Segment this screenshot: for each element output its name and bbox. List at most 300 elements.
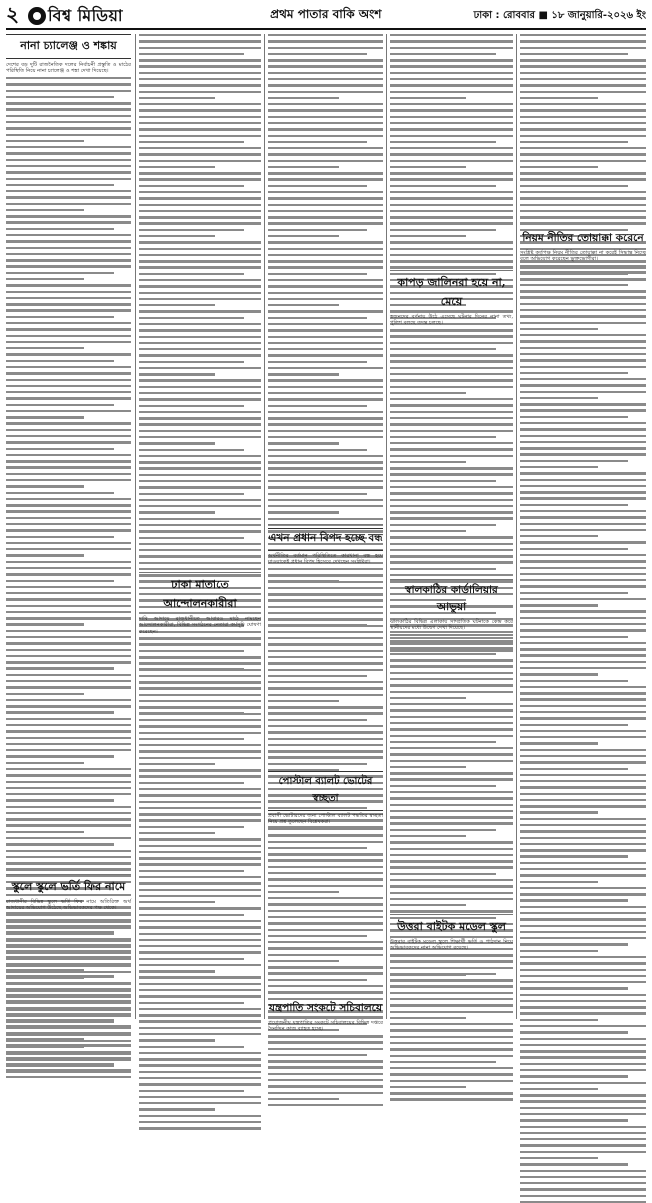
text-line: [520, 661, 646, 663]
text-line: [268, 210, 383, 212]
text-line: [139, 392, 261, 394]
text-line: [139, 832, 215, 834]
text-line: [139, 480, 261, 482]
divider: [390, 579, 513, 580]
text-line: [520, 987, 628, 989]
text-line: [390, 574, 513, 576]
text-line: [6, 1046, 84, 1048]
text-line: [139, 304, 215, 306]
text-line: [268, 763, 367, 765]
text-line: [520, 648, 646, 650]
story-body: [6, 914, 131, 1044]
text-line: [390, 386, 513, 388]
text-line: [268, 310, 383, 312]
text-line: [139, 91, 261, 93]
text-line: [390, 524, 496, 526]
text-line: [268, 336, 383, 338]
text-line: [520, 1144, 646, 1146]
text-line: [268, 116, 383, 118]
text-line: [520, 197, 646, 199]
text-line: [520, 397, 598, 399]
text-line: [268, 947, 383, 949]
text-line: [390, 998, 513, 1000]
column-1: [6, 34, 131, 1020]
text-line: [268, 706, 383, 708]
text-line: [520, 166, 598, 168]
text-line: [139, 637, 261, 639]
text-line: [268, 929, 383, 931]
text-line: [268, 872, 383, 874]
text-line: [520, 1056, 646, 1058]
text-line: [268, 53, 367, 55]
text-line: [6, 598, 131, 600]
text-line: [139, 920, 261, 922]
text-line: [390, 672, 513, 674]
text-line: [390, 197, 513, 199]
text-line: [390, 204, 513, 206]
text-line: [520, 372, 628, 374]
text-line: [390, 260, 513, 262]
text-line: [520, 994, 646, 996]
text-line: [268, 254, 383, 256]
text-line: [6, 1015, 131, 1017]
text-line: [268, 1085, 383, 1087]
text-line: [6, 96, 114, 98]
text-line: [520, 711, 646, 713]
text-line: [139, 1127, 261, 1129]
text-line: [390, 404, 513, 406]
text-line: [268, 847, 367, 849]
text-line: [390, 735, 513, 737]
text-line: [390, 379, 513, 381]
text-line: [520, 686, 646, 688]
text-line: [268, 455, 383, 457]
text-line: [139, 933, 261, 935]
text-line: [139, 47, 261, 49]
text-line: [139, 530, 261, 532]
story-lead: প্রবাসী ভোটারদের জন্য পোস্টাল ব্যালট পদ্ধতির স্বচ্ছতা নিয়ে প্রশ্ন তুলেছেন বিশ্লেষকরা।: [268, 813, 383, 826]
text-line: [6, 536, 114, 538]
text-line: [268, 248, 383, 250]
text-line: [520, 899, 628, 901]
text-line: [139, 59, 261, 61]
text-line: [268, 960, 339, 962]
text-line: [6, 460, 131, 462]
text-line: [268, 430, 383, 432]
text-line: [390, 709, 513, 711]
text-line: [139, 216, 261, 218]
text-line: [390, 166, 466, 168]
text-line: [139, 1014, 261, 1016]
text-line: [268, 379, 383, 381]
text-line: [520, 1094, 646, 1096]
text-line: [520, 328, 598, 330]
text-line: [268, 637, 383, 639]
text-line: [520, 109, 646, 111]
text-line: [268, 972, 383, 974]
story-body: [6, 77, 131, 872]
text-line: [6, 441, 131, 443]
text-line: [390, 816, 513, 818]
text-line: [6, 190, 131, 192]
text-line: [268, 891, 339, 893]
text-line: [268, 897, 383, 899]
text-line: [139, 128, 261, 130]
text-line: [390, 992, 513, 994]
story-body: [139, 34, 261, 572]
story-headline: পোস্টাল ব্যালট ভোটের স্বচ্ছতা: [268, 771, 383, 811]
text-line: [520, 1132, 646, 1134]
text-line: [6, 812, 131, 814]
text-line: [268, 204, 383, 206]
text-line: [390, 185, 496, 187]
text-line: [520, 147, 646, 149]
text-line: [6, 102, 131, 104]
text-line: [6, 592, 131, 594]
text-line: [390, 898, 513, 900]
text-line: [268, 756, 383, 758]
text-line: [6, 429, 131, 431]
text-line: [390, 266, 513, 268]
text-line: [390, 960, 513, 962]
text-line: [390, 59, 513, 61]
text-line: [520, 296, 646, 298]
text-line: [390, 486, 513, 488]
text-line: [139, 694, 215, 696]
text-line: [268, 916, 383, 918]
text-line: [139, 976, 261, 978]
date: ১৮ জানুয়ারি-২০২৬ ইং: [551, 9, 646, 21]
text-line: [139, 398, 261, 400]
divider: [390, 270, 513, 271]
text-line: [139, 769, 261, 771]
text-line: [520, 204, 646, 206]
text-line: [520, 793, 646, 795]
text-line: [139, 889, 261, 891]
text-line: [139, 411, 261, 413]
text-line: [268, 222, 383, 224]
text-line: [268, 260, 383, 262]
text-line: [520, 667, 646, 669]
story-headline: স্কুলে স্কুলে ভর্তি ফির নামে: [11, 880, 126, 893]
text-line: [6, 504, 131, 506]
text-line: [139, 386, 261, 388]
text-line: [268, 1054, 367, 1056]
text-line: [390, 473, 513, 475]
text-line: [268, 392, 383, 394]
text-line: [6, 989, 131, 991]
text-line: [520, 216, 646, 218]
text-line: [139, 725, 261, 727]
text-line: [390, 216, 513, 218]
text-line: [6, 939, 131, 941]
story-body: [520, 265, 646, 1015]
story-lead: প্রয়োজনীয় যন্ত্রপাতির সংকটে সচিবালয়ের বিভিন্ন দপ্তরে দৈনন্দিন কাজ ব্যাহত হচ্ছে।: [268, 1020, 383, 1033]
text-line: [390, 1017, 466, 1019]
text-line: [139, 1058, 261, 1060]
text-line: [520, 265, 646, 267]
text-line: [139, 801, 261, 803]
text-line: [520, 504, 628, 506]
text-line: [390, 373, 513, 375]
text-line: [390, 691, 513, 693]
text-line: [268, 329, 383, 331]
text-line: [268, 197, 383, 199]
text-line: [6, 933, 114, 935]
text-line: [520, 705, 646, 707]
text-line: [268, 954, 383, 956]
text-line: [6, 573, 131, 575]
text-line: [139, 1090, 244, 1092]
text-line: [520, 975, 646, 977]
text-line: [268, 505, 383, 507]
text-line: [6, 1008, 131, 1010]
text-line: [520, 636, 628, 638]
text-line: [139, 744, 261, 746]
text-line: [268, 656, 383, 658]
text-line: [520, 516, 646, 518]
text-line: [268, 84, 383, 86]
text-line: [6, 234, 131, 236]
text-line: [6, 454, 131, 456]
text-line: [390, 78, 513, 80]
text-line: [6, 636, 131, 638]
text-line: [520, 422, 646, 424]
text-line: [6, 868, 131, 870]
text-line: [6, 617, 131, 619]
text-line: [390, 822, 513, 824]
text-line: [520, 1119, 628, 1121]
text-line: [520, 755, 646, 757]
text-line: [6, 140, 84, 142]
weekday: রোববার: [503, 9, 535, 21]
text-line: [268, 606, 383, 608]
text-line: [390, 1073, 513, 1075]
text-line: [390, 797, 513, 799]
text-line: [6, 856, 131, 858]
text-line: [6, 862, 131, 864]
text-line: [520, 1182, 646, 1184]
location: ঢাকা: [473, 9, 493, 21]
text-line: [139, 807, 261, 809]
text-line: [139, 794, 261, 796]
text-line: [139, 474, 261, 476]
text-line: [520, 925, 646, 927]
text-line: [6, 159, 131, 161]
text-line: [390, 760, 513, 762]
text-line: [520, 805, 646, 807]
text-line: [139, 555, 261, 557]
text-line: [520, 604, 598, 606]
text-line: [390, 97, 466, 99]
text-line: [520, 47, 646, 49]
text-line: [268, 423, 383, 425]
text-line: [520, 378, 646, 380]
text-line: [390, 128, 513, 130]
text-line: [6, 134, 131, 136]
text-line: [390, 722, 513, 724]
text-line: [6, 586, 131, 588]
text-line: [139, 511, 215, 513]
story-body: [390, 34, 513, 270]
text-line: [390, 766, 466, 768]
text-line: [139, 342, 261, 344]
text-line: [268, 166, 339, 168]
text-line: [139, 870, 244, 872]
story-lead: ঝালকাঠির বিভিন্ন এলাকায় সাম্প্রতিক ঘটনাকে কেন্দ্র করে স্থানীয়দের মধ্যে উদ্বেগ দেখা দিয়েছে।: [390, 619, 513, 632]
text-line: [390, 499, 513, 501]
column-rule: [264, 34, 265, 1019]
text-line: [268, 292, 383, 294]
text-line: [139, 310, 261, 312]
text-line: [268, 436, 383, 438]
text-line: [520, 623, 646, 625]
text-line: [139, 285, 261, 287]
text-line: [520, 315, 646, 317]
text-line: [6, 322, 131, 324]
story-body: [268, 568, 383, 768]
text-line: [390, 53, 496, 55]
text-line: [139, 141, 244, 143]
text-line: [390, 753, 513, 755]
text-line: [520, 592, 628, 594]
text-line: [390, 785, 496, 787]
text-line: [6, 699, 131, 701]
text-line: [390, 367, 513, 369]
text-line: [520, 1195, 646, 1197]
text-line: [139, 549, 261, 551]
text-line: [139, 172, 261, 174]
text-line: [268, 342, 383, 344]
divider: [6, 874, 131, 875]
text-line: [6, 416, 84, 418]
text-line: [6, 108, 131, 110]
text-line: [520, 435, 646, 437]
text-line: [520, 912, 646, 914]
text-line: [268, 681, 383, 683]
text-line: [268, 1048, 383, 1050]
text-line: [390, 530, 466, 532]
text-line: [6, 799, 114, 801]
text-line: [520, 849, 646, 851]
text-line: [390, 848, 513, 850]
text-line: [6, 952, 131, 954]
text-line: [139, 373, 215, 375]
text-line: [139, 455, 261, 457]
text-line: [6, 655, 131, 657]
text-line: [268, 593, 383, 595]
text-line: [520, 160, 646, 162]
text-line: [139, 675, 261, 677]
text-line: [390, 511, 513, 513]
text-line: [6, 184, 114, 186]
text-line: [268, 367, 383, 369]
text-line: [268, 574, 383, 576]
text-line: [268, 449, 367, 451]
text-line: [6, 611, 131, 613]
story-body: [520, 34, 646, 229]
column-rule: [135, 34, 136, 1019]
text-line: [268, 1104, 383, 1106]
text-line: [268, 662, 383, 664]
text-line: [268, 103, 383, 105]
text-line: [268, 599, 383, 601]
text-line: [268, 398, 383, 400]
text-line: [139, 78, 261, 80]
text-line: [390, 147, 513, 149]
text-line: [268, 97, 339, 99]
text-line: [139, 914, 244, 916]
text-line: [268, 1035, 383, 1037]
text-line: [520, 937, 646, 939]
text-line: [268, 618, 383, 620]
text-line: [139, 354, 261, 356]
text-line: [6, 510, 131, 512]
text-line: [139, 84, 261, 86]
text-line: [390, 153, 513, 155]
text-line: [520, 579, 646, 581]
text-line: [520, 466, 598, 468]
text-line: [390, 423, 513, 425]
text-line: [6, 240, 131, 242]
text-line: [520, 868, 646, 870]
text-line: [139, 964, 261, 966]
text-line: [268, 966, 383, 968]
text-line: [6, 971, 131, 973]
text-line: [6, 724, 131, 726]
text-line: [139, 72, 261, 74]
text-line: [520, 830, 646, 832]
divider: [390, 914, 513, 915]
text-line: [139, 323, 261, 325]
text-line: [139, 185, 244, 187]
story-lead: দাবি আদায়ে রাজধানীতে আবারও মাঠে নামছেন আন্দোলনকারীরা, বিভিন্ন সংগঠনের নেতারা কর্মসূচি ঘোষণা করেছেন।: [139, 616, 261, 635]
text-line: [139, 901, 215, 903]
text-line: [268, 979, 367, 981]
text-line: [390, 191, 513, 193]
text-line: [520, 874, 646, 876]
text-line: [268, 694, 383, 696]
text-line: [520, 680, 628, 682]
text-line: [520, 629, 646, 631]
text-line: [520, 78, 646, 80]
story-body: [139, 631, 261, 1031]
story-headline: উত্তরা বাইটক মডেল স্কুল: [397, 920, 506, 933]
text-line: [6, 492, 114, 494]
text-line: [390, 1067, 513, 1069]
text-line: [268, 828, 383, 830]
text-line: [6, 404, 114, 406]
text-line: [390, 697, 466, 699]
text-line: [520, 84, 646, 86]
text-line: [268, 700, 339, 702]
text-line: [520, 981, 646, 983]
text-line: [268, 47, 383, 49]
text-line: [6, 265, 131, 267]
text-line: [390, 430, 513, 432]
text-line: [390, 979, 513, 981]
text-line: [268, 191, 383, 193]
text-line: [268, 178, 383, 180]
text-line: [390, 348, 496, 350]
text-line: [520, 135, 646, 137]
text-line: [520, 1082, 646, 1084]
text-line: [390, 804, 513, 806]
text-line: [390, 1029, 513, 1031]
text-line: [6, 448, 114, 450]
text-line: [520, 271, 646, 273]
text-line: [6, 366, 131, 368]
